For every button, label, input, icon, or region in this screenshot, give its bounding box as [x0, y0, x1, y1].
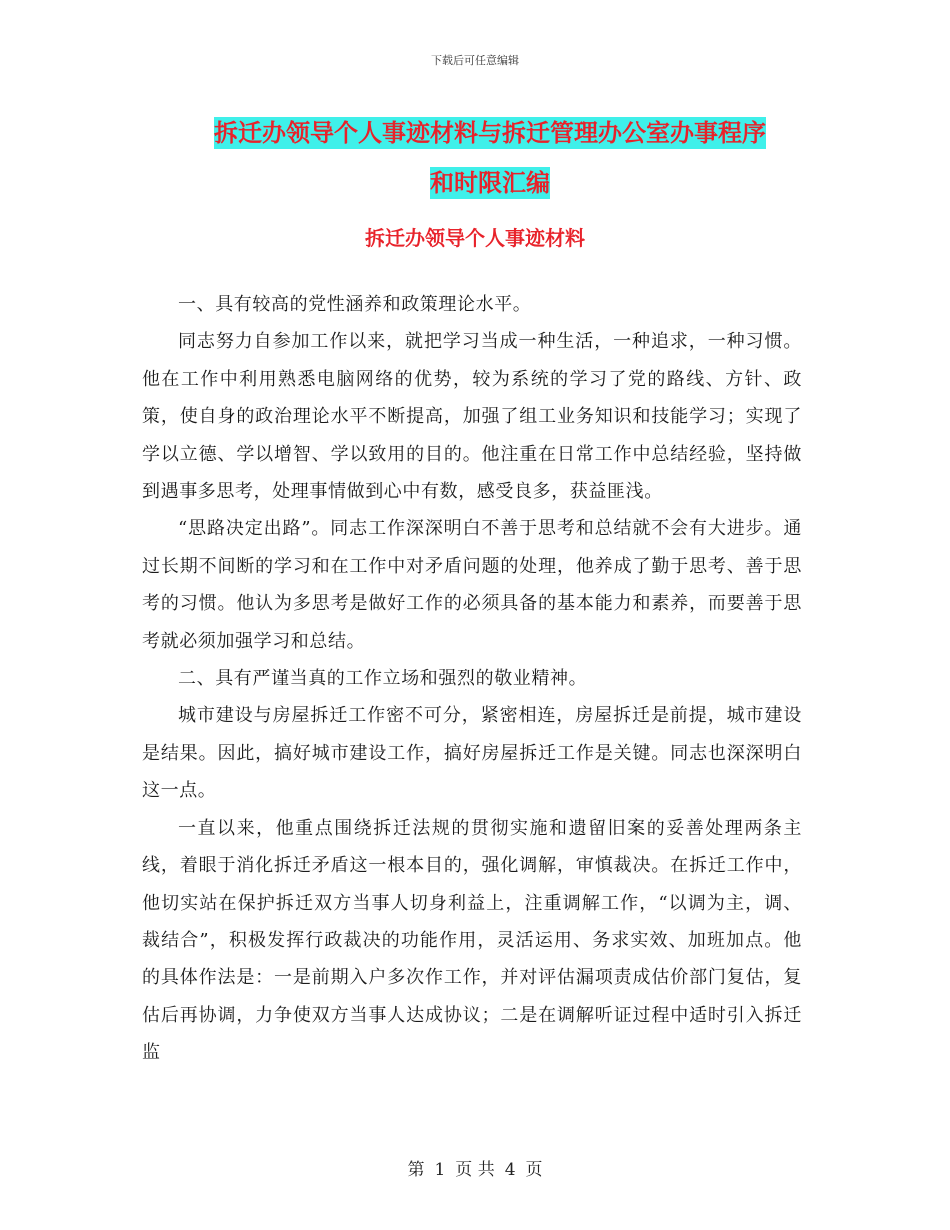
- footer-suffix: 页: [525, 1160, 543, 1180]
- document-body: [142, 286, 802, 1072]
- footer-prefix: 第: [407, 1160, 425, 1180]
- paragraph: 一、具有较高的党性涵养和政策理论水平。: [178, 294, 532, 315]
- paragraph: 一直以来，他重点围绕拆迁法规的贯彻实施和遗留旧案的妥善处理两条主线，着眼于消化拆迁矛盾这一根本目的，强化调解，审慎裁决。在拆迁工作中，他切实站在保护拆迁双方当事人切身利益上，注重调解工作，“以调为主，调、裁结合”，积极发挥行政裁决的功能作用，灵活运用、务求实效、加班加点。他的具体作法是：一是前期入户多次作工作，并对评估漏项责成估价部门复估，复估后再协调，力争使双方当事人达成协议；二是在调解听证过程中适时引入拆迁监: [142, 817, 802, 1064]
- footer-middle: 页 共: [455, 1160, 495, 1180]
- section-title: 拆迁办领导个人事迹材料: [365, 226, 585, 250]
- page-number: 1: [434, 1160, 446, 1180]
- page-header: 下载后可任意编辑: [431, 54, 519, 67]
- paragraph: 二、具有严谨当真的工作立场和强烈的敬业精神。: [178, 668, 588, 690]
- paragraph: “思路决定出路”。同志工作深深明白不善于思考和总结就不会有大进步。通过长期不间断的学习和在工作中对矛盾问题的处理，他养成了勤于思考、善于思考的习惯。他认为多思考是做好工作的必须具备的基本能力和素养，而要善于思考就必须加强学习和总结。: [142, 518, 802, 652]
- paragraph: 城市建设与房屋拆迁工作密不可分，紧密相连，房屋拆迁是前提，城市建设是结果。因此，搞好城市建设工作，搞好房屋拆迁工作是关键。同志也深深明白这一点。: [142, 705, 802, 802]
- title-line-2: 和时限汇编: [430, 169, 550, 197]
- page-footer: [0, 1155, 950, 1180]
- document-title: [140, 108, 840, 208]
- paragraph: 同志努力自参加工作以来，就把学习当成一种生活，一种追求，一种习惯。他在工作中利用熟悉电脑网络的优势，较为系统的学习了党的路线、方针、政策，使自身的政治理论水平不断提高，加强了组工业务知识和技能学习；实现了学以立德、学以增智、学以致用的目的。他注重在日常工作中总结经验，坚持做到遇事多思考，处理事情做到心中有数，感受良多，获益匪浅。: [142, 331, 802, 503]
- title-line-1: 拆迁办领导个人事迹材料与拆迁管理办公室办事程序: [214, 119, 766, 147]
- total-pages: 4: [504, 1160, 516, 1180]
